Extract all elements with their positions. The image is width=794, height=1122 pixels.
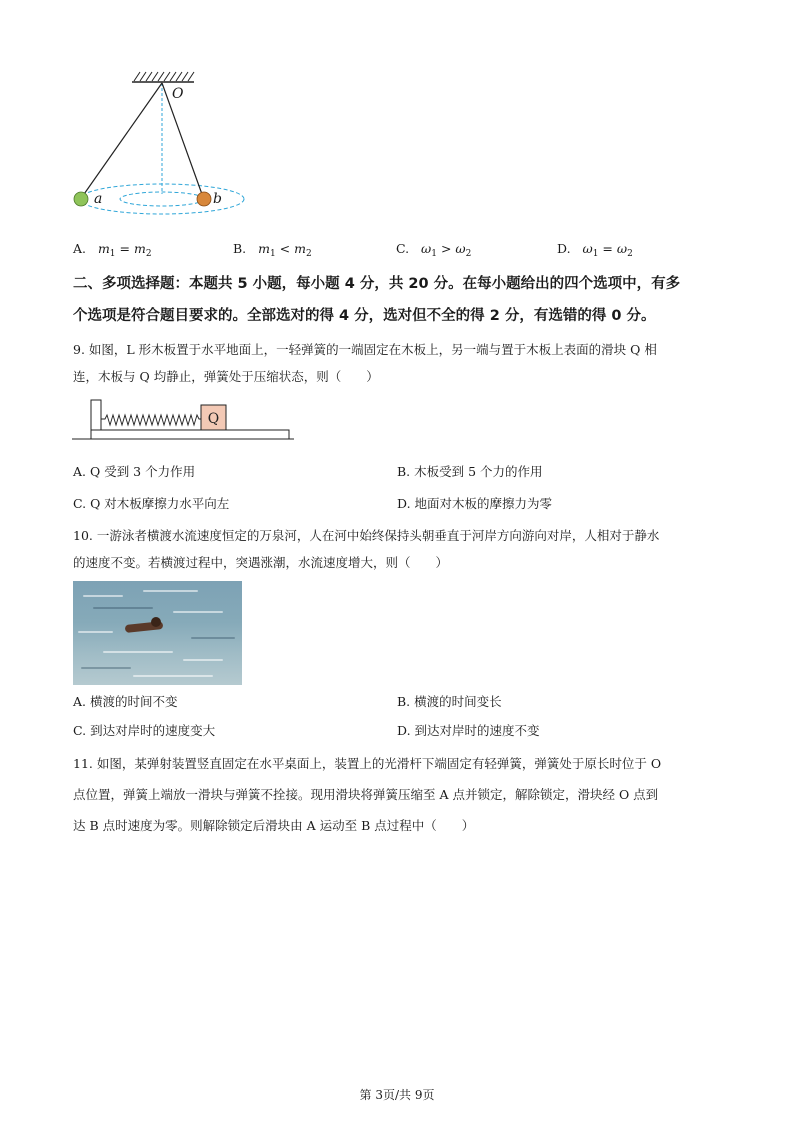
q8-option-a[interactable]: A. $m_1 = m_2$ [73, 241, 152, 259]
swimmer-photo [73, 581, 242, 685]
q11-stem-line3: 达 B 点时速度为零。则解除锁定后滑块由 A 运动至 B 点过程中（ ） [73, 818, 475, 833]
ball-a [74, 192, 88, 206]
section-heading-line2: 个选项是符合题目要求的。全部选对的得 4 分，选对但不全的得 2 分，有选错的得 0 分。 [73, 308, 656, 324]
q8-option-d[interactable]: D. $\omega_1 = \omega_2$ [557, 241, 633, 259]
spring [101, 415, 201, 425]
q9-option-b[interactable]: B. 木板受到 5 个力的作用 [397, 464, 543, 479]
q10-option-a[interactable]: A. 横渡的时间不变 [73, 694, 178, 709]
q10-option-b[interactable]: B. 横渡的时间变长 [397, 694, 502, 709]
q9-option-a[interactable]: A. Q 受到 3 个力作用 [73, 464, 196, 479]
l-board-spring-figure [72, 397, 294, 445]
q10-stem-line2: 的速度不变。若横渡过程中，突遇涨潮，水流速度增大，则（ ） [73, 555, 449, 570]
q9-stem-line2: 连，木板与 Q 均静止，弹簧处于压缩状态，则（ ） [73, 369, 379, 384]
q9-option-d[interactable]: D. 地面对木板的摩擦力为零 [397, 496, 553, 511]
slider-q-label: Q [207, 411, 220, 427]
q11-stem-line1: 11. 如图，某弹射装置竖直固定在水平桌面上，装置上的光滑杆下端固定有轻弹簧，弹簧处于原长时位于 O [73, 756, 662, 771]
q10-option-d[interactable]: D. 到达对岸时的速度不变 [397, 723, 540, 738]
ball-b [197, 192, 211, 206]
section-heading-line1: 二、多项选择题：本题共 5 小题，每小题 4 分，共 20 分。在每小题给出的四个选项中，有多 [73, 276, 681, 292]
q8-option-c[interactable]: C. $\omega_1 > \omega_2$ [396, 241, 472, 259]
q11-stem-line2: 点位置，弹簧上端放一滑块与弹簧不拴接。现用滑块将弹簧压缩至 A 点并锁定，解除锁定，滑块经 O 点到 [73, 787, 659, 802]
page-number: 第 3页/共 9页 [359, 1088, 435, 1102]
swimmer-head [151, 617, 161, 627]
pivot-label-o: O [172, 86, 184, 102]
ball-b-label: b [213, 191, 222, 207]
q9-option-c[interactable]: C. Q 对木板摩擦力水平向左 [73, 496, 230, 511]
q10-stem-line1: 10. 一游泳者横渡水流速度恒定的万泉河，人在河中始终保持头朝垂直于河岸方向游向对岸，人相对于静水 [73, 528, 660, 543]
q9-stem-line1: 9. 如图，L 形木板置于水平地面上，一轻弹簧的一端固定在木板上，另一端与置于木板上表面的滑块 Q 相 [73, 342, 657, 357]
q8-option-b[interactable]: B. $m_1 < m_2$ [233, 241, 312, 259]
q10-option-c[interactable]: C. 到达对岸时的速度变大 [73, 723, 216, 738]
ball-a-label: a [94, 191, 103, 207]
